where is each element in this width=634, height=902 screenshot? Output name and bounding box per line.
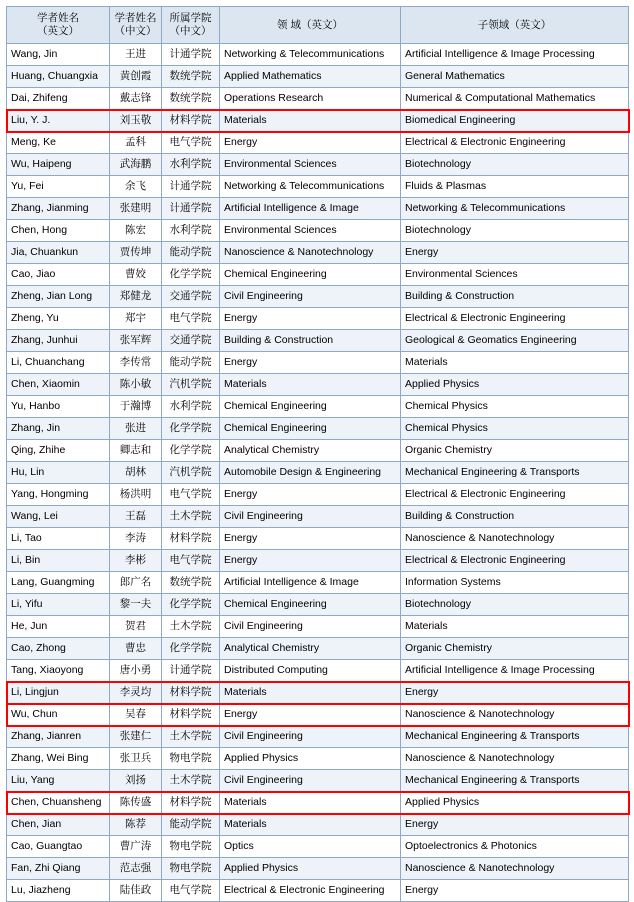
cell-name-en[interactable]: Tang, Xiaoyong	[7, 660, 110, 682]
table-row[interactable]	[7, 528, 629, 550]
cell-name-en[interactable]: Cao, Guangtao	[7, 836, 110, 858]
cell-field[interactable]: Networking & Telecommunications	[220, 176, 401, 198]
cell-name-cn[interactable]: 于瀚博	[110, 396, 162, 418]
cell-field[interactable]: Chemical Engineering	[220, 594, 401, 616]
cell-name-en[interactable]: Wang, Lei	[7, 506, 110, 528]
cell-name-en[interactable]: Jia, Chuankun	[7, 242, 110, 264]
table-row[interactable]	[7, 814, 629, 836]
cell-name-en[interactable]: Zheng, Yu	[7, 308, 110, 330]
cell-field[interactable]: Environmental Sciences	[220, 220, 401, 242]
table-row[interactable]	[7, 88, 629, 110]
cell-field[interactable]: Energy	[220, 352, 401, 374]
cell-name-cn[interactable]: 曹姣	[110, 264, 162, 286]
cell-name-cn[interactable]: 陈荐	[110, 814, 162, 836]
cell-name-en[interactable]: Zhang, Jianren	[7, 726, 110, 748]
cell-name-cn[interactable]: 武海鹏	[110, 154, 162, 176]
table-row[interactable]	[7, 44, 629, 66]
table-row[interactable]	[7, 748, 629, 770]
column-header-name-en[interactable]: 学者姓名 （英文）	[7, 7, 110, 44]
column-header-subfield[interactable]: 子领域（英文）	[401, 7, 629, 44]
table-row[interactable]	[7, 792, 629, 814]
cell-name-en[interactable]: Li, Tao	[7, 528, 110, 550]
table-row[interactable]	[7, 682, 629, 704]
table-row[interactable]	[7, 286, 629, 308]
cell-college[interactable]: 数统学院	[162, 88, 220, 110]
cell-name-en[interactable]: Li, Yifu	[7, 594, 110, 616]
cell-name-cn[interactable]: 黎一夫	[110, 594, 162, 616]
cell-field[interactable]: Energy	[220, 704, 401, 726]
cell-name-en[interactable]: Chen, Chuansheng	[7, 792, 110, 814]
cell-field[interactable]: Energy	[220, 308, 401, 330]
cell-subfield[interactable]: Chemical Physics	[401, 418, 629, 440]
cell-name-cn[interactable]: 李传常	[110, 352, 162, 374]
cell-college[interactable]: 材料学院	[162, 792, 220, 814]
cell-name-en[interactable]: Wu, Chun	[7, 704, 110, 726]
cell-college[interactable]: 计通学院	[162, 198, 220, 220]
cell-college[interactable]: 材料学院	[162, 704, 220, 726]
cell-college[interactable]: 数统学院	[162, 572, 220, 594]
cell-subfield[interactable]: Networking & Telecommunications	[401, 198, 629, 220]
cell-subfield[interactable]: Applied Physics	[401, 374, 629, 396]
scholars-table	[6, 6, 629, 902]
cell-college[interactable]: 化学学院	[162, 440, 220, 462]
cell-college[interactable]: 计通学院	[162, 44, 220, 66]
cell-name-cn[interactable]: 曹广涛	[110, 836, 162, 858]
cell-name-cn[interactable]: 刘扬	[110, 770, 162, 792]
cell-college[interactable]: 物电学院	[162, 836, 220, 858]
table-row[interactable]	[7, 66, 629, 88]
cell-name-cn[interactable]: 唐小勇	[110, 660, 162, 682]
cell-name-en[interactable]: Dai, Zhifeng	[7, 88, 110, 110]
cell-subfield[interactable]: Chemical Physics	[401, 396, 629, 418]
cell-name-cn[interactable]: 郎广名	[110, 572, 162, 594]
cell-field[interactable]: Energy	[220, 484, 401, 506]
cell-name-cn[interactable]: 曹忠	[110, 638, 162, 660]
cell-name-en[interactable]: Huang, Chuangxia	[7, 66, 110, 88]
cell-subfield[interactable]: General Mathematics	[401, 66, 629, 88]
cell-subfield[interactable]: Information Systems	[401, 572, 629, 594]
cell-name-cn[interactable]: 贾传坤	[110, 242, 162, 264]
cell-name-cn[interactable]: 余飞	[110, 176, 162, 198]
cell-field[interactable]: Analytical Chemistry	[220, 638, 401, 660]
table-row[interactable]	[7, 726, 629, 748]
cell-name-en[interactable]: Lu, Jiazheng	[7, 880, 110, 902]
table-body	[7, 44, 629, 902]
cell-college[interactable]: 土木学院	[162, 506, 220, 528]
cell-name-cn[interactable]: 黄创霞	[110, 66, 162, 88]
table-row[interactable]	[7, 506, 629, 528]
cell-field[interactable]: Optics	[220, 836, 401, 858]
cell-subfield[interactable]: Biotechnology	[401, 594, 629, 616]
cell-field[interactable]: Materials	[220, 814, 401, 836]
table-row[interactable]	[7, 660, 629, 682]
cell-field[interactable]: Artificial Intelligence & Image	[220, 572, 401, 594]
cell-name-cn[interactable]: 范志强	[110, 858, 162, 880]
cell-college[interactable]: 土木学院	[162, 616, 220, 638]
cell-name-en[interactable]: Zhang, Junhui	[7, 330, 110, 352]
table-row[interactable]	[7, 418, 629, 440]
cell-subfield[interactable]: Artificial Intelligence & Image Processing	[401, 44, 629, 66]
table-row[interactable]	[7, 176, 629, 198]
cell-subfield[interactable]: Energy	[401, 242, 629, 264]
table-row[interactable]	[7, 484, 629, 506]
cell-subfield[interactable]: Geological & Geomatics Engineering	[401, 330, 629, 352]
cell-field[interactable]: Electrical & Electronic Engineering	[220, 880, 401, 902]
cell-name-cn[interactable]: 陆佳政	[110, 880, 162, 902]
table-row[interactable]	[7, 638, 629, 660]
table-row[interactable]	[7, 242, 629, 264]
cell-subfield[interactable]: Energy	[401, 880, 629, 902]
cell-college[interactable]: 能动学院	[162, 814, 220, 836]
cell-name-cn[interactable]: 杨洪明	[110, 484, 162, 506]
cell-name-cn[interactable]: 吴春	[110, 704, 162, 726]
cell-college[interactable]: 汽机学院	[162, 462, 220, 484]
table-row[interactable]	[7, 132, 629, 154]
cell-college[interactable]: 材料学院	[162, 528, 220, 550]
cell-field[interactable]: Civil Engineering	[220, 286, 401, 308]
cell-subfield[interactable]: Biotechnology	[401, 154, 629, 176]
cell-name-cn[interactable]: 孟科	[110, 132, 162, 154]
cell-college[interactable]: 电气学院	[162, 484, 220, 506]
header-row	[7, 7, 629, 44]
cell-field[interactable]: Automobile Design & Engineering	[220, 462, 401, 484]
cell-subfield[interactable]: Mechanical Engineering & Transports	[401, 726, 629, 748]
cell-college[interactable]: 电气学院	[162, 308, 220, 330]
cell-field[interactable]: Materials	[220, 110, 401, 132]
cell-field[interactable]: Operations Research	[220, 88, 401, 110]
cell-name-en[interactable]: Liu, Yang	[7, 770, 110, 792]
cell-subfield[interactable]: Organic Chemistry	[401, 440, 629, 462]
cell-subfield[interactable]: Electrical & Electronic Engineering	[401, 308, 629, 330]
table-row[interactable]	[7, 264, 629, 286]
cell-field[interactable]: Materials	[220, 374, 401, 396]
cell-field[interactable]: Building & Construction	[220, 330, 401, 352]
cell-college[interactable]: 化学学院	[162, 418, 220, 440]
cell-college[interactable]: 土木学院	[162, 770, 220, 792]
cell-college[interactable]: 材料学院	[162, 682, 220, 704]
table-row[interactable]	[7, 110, 629, 132]
cell-field[interactable]: Applied Physics	[220, 748, 401, 770]
cell-subfield[interactable]: Nanoscience & Nanotechnology	[401, 528, 629, 550]
table-row[interactable]	[7, 836, 629, 858]
table-row[interactable]	[7, 770, 629, 792]
cell-name-cn[interactable]: 戴志锋	[110, 88, 162, 110]
cell-name-cn[interactable]: 陈宏	[110, 220, 162, 242]
table-row[interactable]	[7, 550, 629, 572]
column-header-name-cn[interactable]: 学者姓名 （中文）	[110, 7, 162, 44]
cell-name-cn[interactable]: 郑宇	[110, 308, 162, 330]
cell-subfield[interactable]: Environmental Sciences	[401, 264, 629, 286]
cell-name-cn[interactable]: 李灵均	[110, 682, 162, 704]
cell-subfield[interactable]: Biotechnology	[401, 220, 629, 242]
cell-college[interactable]: 计通学院	[162, 176, 220, 198]
cell-name-cn[interactable]: 陈传盛	[110, 792, 162, 814]
cell-field[interactable]: Civil Engineering	[220, 726, 401, 748]
cell-field[interactable]: Energy	[220, 132, 401, 154]
table-row[interactable]	[7, 352, 629, 374]
cell-name-cn[interactable]: 刘玉敬	[110, 110, 162, 132]
cell-subfield[interactable]: Nanoscience & Nanotechnology	[401, 748, 629, 770]
table-row[interactable]	[7, 462, 629, 484]
cell-name-cn[interactable]: 胡林	[110, 462, 162, 484]
cell-name-en[interactable]: Li, Chuanchang	[7, 352, 110, 374]
cell-subfield[interactable]: Fluids & Plasmas	[401, 176, 629, 198]
cell-college[interactable]: 化学学院	[162, 638, 220, 660]
cell-college[interactable]: 交通学院	[162, 286, 220, 308]
cell-field[interactable]: Environmental Sciences	[220, 154, 401, 176]
cell-name-cn[interactable]: 郑健龙	[110, 286, 162, 308]
cell-college[interactable]: 计通学院	[162, 660, 220, 682]
cell-name-en[interactable]: Chen, Hong	[7, 220, 110, 242]
cell-field[interactable]: Civil Engineering	[220, 506, 401, 528]
cell-subfield[interactable]: Energy	[401, 814, 629, 836]
cell-subfield[interactable]: Building & Construction	[401, 286, 629, 308]
cell-subfield[interactable]: Materials	[401, 352, 629, 374]
cell-name-en[interactable]: Li, Bin	[7, 550, 110, 572]
cell-subfield[interactable]: Materials	[401, 616, 629, 638]
cell-field[interactable]: Artificial Intelligence & Image	[220, 198, 401, 220]
table-row[interactable]	[7, 396, 629, 418]
cell-subfield[interactable]: Nanoscience & Nanotechnology	[401, 858, 629, 880]
cell-field[interactable]: Applied Physics	[220, 858, 401, 880]
cell-subfield[interactable]: Electrical & Electronic Engineering	[401, 550, 629, 572]
cell-name-cn[interactable]: 李彬	[110, 550, 162, 572]
cell-field[interactable]: Chemical Engineering	[220, 396, 401, 418]
cell-field[interactable]: Civil Engineering	[220, 770, 401, 792]
cell-name-en[interactable]: Fan, Zhi Qiang	[7, 858, 110, 880]
cell-subfield[interactable]: Energy	[401, 682, 629, 704]
cell-name-en[interactable]: Li, Lingjun	[7, 682, 110, 704]
cell-name-en[interactable]: Cao, Jiao	[7, 264, 110, 286]
cell-name-en[interactable]: Yu, Fei	[7, 176, 110, 198]
cell-college[interactable]: 汽机学院	[162, 374, 220, 396]
cell-name-cn[interactable]: 张军辉	[110, 330, 162, 352]
cell-college[interactable]: 土木学院	[162, 726, 220, 748]
cell-field[interactable]: Civil Engineering	[220, 616, 401, 638]
cell-college[interactable]: 电气学院	[162, 550, 220, 572]
cell-name-en[interactable]: Yang, Hongming	[7, 484, 110, 506]
cell-name-en[interactable]: Chen, Xiaomin	[7, 374, 110, 396]
cell-college[interactable]: 能动学院	[162, 242, 220, 264]
column-header-college[interactable]: 所属学院 （中文）	[162, 7, 220, 44]
cell-field[interactable]: Energy	[220, 550, 401, 572]
cell-name-en[interactable]: Zheng, Jian Long	[7, 286, 110, 308]
cell-name-en[interactable]: Zhang, Wei Bing	[7, 748, 110, 770]
table-row[interactable]	[7, 374, 629, 396]
cell-name-en[interactable]: Qing, Zhihe	[7, 440, 110, 462]
cell-college[interactable]: 电气学院	[162, 132, 220, 154]
cell-field[interactable]: Analytical Chemistry	[220, 440, 401, 462]
cell-field[interactable]: Distributed Computing	[220, 660, 401, 682]
table-header	[7, 7, 629, 44]
cell-name-en[interactable]: Liu, Y. J.	[7, 110, 110, 132]
cell-name-cn[interactable]: 卿志和	[110, 440, 162, 462]
cell-name-cn[interactable]: 贺君	[110, 616, 162, 638]
cell-college[interactable]: 水利学院	[162, 220, 220, 242]
cell-name-en[interactable]: He, Jun	[7, 616, 110, 638]
cell-name-cn[interactable]: 张卫兵	[110, 748, 162, 770]
table-row[interactable]	[7, 858, 629, 880]
cell-college[interactable]: 材料学院	[162, 110, 220, 132]
cell-college[interactable]: 化学学院	[162, 264, 220, 286]
table-row[interactable]	[7, 572, 629, 594]
table-row[interactable]	[7, 594, 629, 616]
cell-college[interactable]: 物电学院	[162, 858, 220, 880]
cell-name-cn[interactable]: 王进	[110, 44, 162, 66]
cell-name-cn[interactable]: 李涛	[110, 528, 162, 550]
cell-name-en[interactable]: Hu, Lin	[7, 462, 110, 484]
table-row[interactable]	[7, 308, 629, 330]
cell-name-en[interactable]: Cao, Zhong	[7, 638, 110, 660]
cell-field[interactable]: Energy	[220, 528, 401, 550]
cell-college[interactable]: 数统学院	[162, 66, 220, 88]
cell-college[interactable]: 水利学院	[162, 154, 220, 176]
cell-name-en[interactable]: Wu, Haipeng	[7, 154, 110, 176]
cell-field[interactable]: Materials	[220, 682, 401, 704]
cell-subfield[interactable]: Organic Chemistry	[401, 638, 629, 660]
table-row[interactable]	[7, 616, 629, 638]
cell-subfield[interactable]: Biomedical Engineering	[401, 110, 629, 132]
table-row[interactable]	[7, 440, 629, 462]
cell-field[interactable]: Chemical Engineering	[220, 418, 401, 440]
cell-field[interactable]: Networking & Telecommunications	[220, 44, 401, 66]
cell-name-en[interactable]: Wang, Jin	[7, 44, 110, 66]
cell-subfield[interactable]: Artificial Intelligence & Image Processing	[401, 660, 629, 682]
cell-subfield[interactable]: Applied Physics	[401, 792, 629, 814]
cell-subfield[interactable]: Electrical & Electronic Engineering	[401, 484, 629, 506]
cell-field[interactable]: Applied Mathematics	[220, 66, 401, 88]
table-row[interactable]	[7, 704, 629, 726]
table-row[interactable]	[7, 220, 629, 242]
cell-college[interactable]: 交通学院	[162, 330, 220, 352]
cell-subfield[interactable]: Nanoscience & Nanotechnology	[401, 704, 629, 726]
cell-name-cn[interactable]: 王磊	[110, 506, 162, 528]
cell-subfield[interactable]: Electrical & Electronic Engineering	[401, 132, 629, 154]
cell-field[interactable]: Materials	[220, 792, 401, 814]
table-row[interactable]	[7, 198, 629, 220]
cell-name-en[interactable]: Zhang, Jianming	[7, 198, 110, 220]
table-row[interactable]	[7, 880, 629, 902]
column-header-field[interactable]: 领 域（英文）	[220, 7, 401, 44]
cell-college[interactable]: 物电学院	[162, 748, 220, 770]
cell-college[interactable]: 化学学院	[162, 594, 220, 616]
cell-name-cn[interactable]: 张建仁	[110, 726, 162, 748]
cell-college[interactable]: 电气学院	[162, 880, 220, 902]
cell-college[interactable]: 能动学院	[162, 352, 220, 374]
cell-subfield[interactable]: Numerical & Computational Mathematics	[401, 88, 629, 110]
cell-name-en[interactable]: Chen, Jian	[7, 814, 110, 836]
cell-field[interactable]: Chemical Engineering	[220, 264, 401, 286]
cell-name-en[interactable]: Meng, Ke	[7, 132, 110, 154]
table-row[interactable]	[7, 330, 629, 352]
cell-field[interactable]: Nanoscience & Nanotechnology	[220, 242, 401, 264]
cell-subfield[interactable]: Mechanical Engineering & Transports	[401, 770, 629, 792]
cell-name-en[interactable]: Yu, Hanbo	[7, 396, 110, 418]
cell-name-cn[interactable]: 陈小敏	[110, 374, 162, 396]
table-row[interactable]	[7, 154, 629, 176]
cell-subfield[interactable]: Mechanical Engineering & Transports	[401, 462, 629, 484]
cell-name-cn[interactable]: 张建明	[110, 198, 162, 220]
cell-name-en[interactable]: Zhang, Jin	[7, 418, 110, 440]
cell-name-cn[interactable]: 张进	[110, 418, 162, 440]
cell-subfield[interactable]: Optoelectronics & Photonics	[401, 836, 629, 858]
cell-name-en[interactable]: Lang, Guangming	[7, 572, 110, 594]
cell-subfield[interactable]: Building & Construction	[401, 506, 629, 528]
cell-college[interactable]: 水利学院	[162, 396, 220, 418]
